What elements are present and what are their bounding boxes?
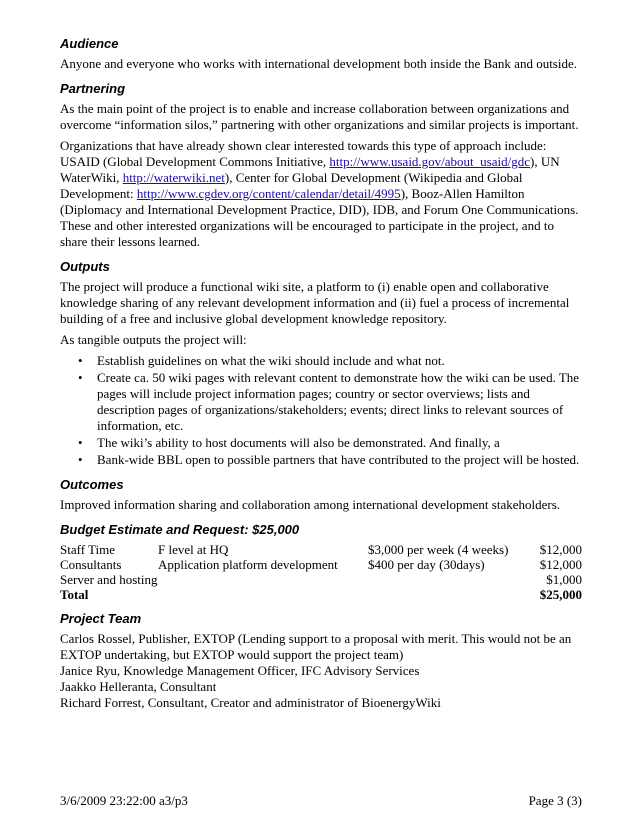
list-item-text: Establish guidelines on what the wiki should include and what not. bbox=[97, 353, 445, 368]
team-member: Richard Forrest, Consultant, Creator and administrator of BioenergyWiki bbox=[60, 695, 441, 710]
page-number: Page 3 (3) bbox=[528, 793, 582, 808]
total-value: $25,000 bbox=[539, 587, 582, 602]
partnering-paragraph-1: As the main point of the project is to enable and increase collaboration between organizations and overcome “information silos,” partnering with other organizations and similar projects is important. bbox=[60, 101, 579, 132]
bullet: • bbox=[78, 353, 83, 368]
bullet: • bbox=[78, 452, 83, 467]
outcomes-heading: Outcomes bbox=[60, 477, 124, 492]
budget-heading: Budget Estimate and Request: $25,000 bbox=[60, 522, 300, 537]
outputs-heading: Outputs bbox=[60, 259, 110, 274]
table-cell: $1,000 bbox=[546, 572, 582, 587]
partnering-text-1: Organizations that have already shown clear interested towards this type of approach include: USAID (Global Development Commons Initiative, bbox=[60, 138, 547, 169]
audience-text: Anyone and everyone who works with international development both inside the Bank and outside. bbox=[60, 56, 577, 71]
outputs-list bbox=[60, 353, 582, 468]
usaid-link[interactable]: http://www.usaid.gov/about_usaid/gdc bbox=[329, 154, 530, 169]
budget-section bbox=[60, 522, 582, 602]
list-item-text: Create ca. 50 wiki pages with relevant content to demonstrate how the wiki can be used. The pages will include project information pages; country or sector overviews; lists and description pages of organizations/stakeholders; events; direct links to relevant sources of information, etc. bbox=[97, 370, 580, 433]
table-cell: F level at HQ bbox=[158, 542, 229, 557]
list-item-text: The wiki’s ability to host documents will also be demonstrated. And finally, a bbox=[97, 435, 500, 450]
outcomes-section bbox=[60, 477, 582, 513]
list-item bbox=[60, 370, 582, 434]
cgdev-link[interactable]: http://www.cgdev.org/content/calendar/detail/4995 bbox=[136, 186, 401, 201]
partnering-text-2: ), UN WaterWiki, bbox=[60, 154, 560, 185]
page-footer bbox=[60, 793, 582, 809]
partnering-paragraph-2 bbox=[60, 138, 582, 250]
outputs-paragraph-2: As tangible outputs the project will: bbox=[60, 332, 247, 347]
team-heading: Project Team bbox=[60, 611, 142, 626]
outcomes-text: Improved information sharing and collaboration among international development stakeholders. bbox=[60, 497, 560, 512]
table-cell: Consultants bbox=[60, 557, 122, 572]
partnering-heading: Partnering bbox=[60, 81, 126, 96]
budget-table bbox=[60, 542, 582, 602]
outputs-section bbox=[60, 259, 582, 468]
list-item bbox=[60, 435, 582, 451]
list-item-text: Bank-wide BBL open to possible partners that have contributed to the project will be hosted. bbox=[97, 452, 580, 467]
table-cell: $12,000 bbox=[539, 542, 582, 557]
table-cell: $12,000 bbox=[539, 557, 582, 572]
table-row bbox=[60, 572, 582, 587]
audience-section bbox=[60, 36, 582, 72]
bullet: • bbox=[78, 435, 83, 450]
waterwiki-link[interactable]: http://waterwiki.net bbox=[122, 170, 225, 185]
table-row bbox=[60, 542, 582, 557]
team-section bbox=[60, 611, 582, 711]
table-cell: $3,000 per week (4 weeks) bbox=[368, 542, 509, 557]
footer-timestamp: 3/6/2009 23:22:00 a3/p3 bbox=[60, 793, 188, 808]
partnering-text-4: ), Booz-Allen Hamilton (Diplomacy and International Development Practice, DID), IDB, and Forum One Communications. These and other interested organizations will be encouraged to participate in the project, and to share their lessons learned. bbox=[60, 186, 579, 249]
document-page bbox=[60, 36, 582, 720]
team-member: Janice Ryu, Knowledge Management Officer, IFC Advisory Services bbox=[60, 663, 420, 678]
total-label: Total bbox=[60, 587, 89, 602]
team-member: Carlos Rossel, Publisher, EXTOP (Lending support to a proposal with merit. This would not be an EXTOP undertaking, but EXTOP would support the project team) bbox=[60, 631, 572, 662]
list-item bbox=[60, 452, 582, 468]
list-item bbox=[60, 353, 582, 369]
partnering-section bbox=[60, 81, 582, 250]
table-cell: $400 per day (30days) bbox=[368, 557, 485, 572]
table-cell: Staff Time bbox=[60, 542, 116, 557]
table-cell: Application platform development bbox=[158, 557, 338, 572]
audience-heading: Audience bbox=[60, 36, 119, 51]
table-row bbox=[60, 557, 582, 572]
bullet: • bbox=[78, 370, 83, 385]
outputs-paragraph-1: The project will produce a functional wiki site, a platform to (i) enable open and collaborative knowledge sharing of any relevant development information and (ii) fuel a process of incremental building of a free and inclusive global development knowledge repository. bbox=[60, 279, 570, 326]
partnering-text-3: ), Center for Global Development (Wikipedia and Global Development: bbox=[60, 170, 523, 201]
table-cell: Server and hosting bbox=[60, 572, 158, 587]
team-member: Jaakko Helleranta, Consultant bbox=[60, 679, 217, 694]
table-row-total bbox=[60, 587, 582, 602]
